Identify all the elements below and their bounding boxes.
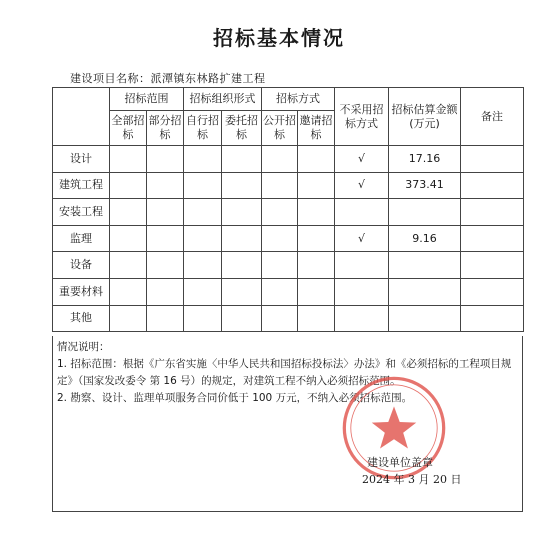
notes-title: 情况说明： <box>57 341 110 353</box>
row-not-adopted-check <box>335 278 389 305</box>
row-category: 其他 <box>53 305 110 332</box>
row-remark <box>461 172 524 199</box>
subheader-self: 自行招标 <box>184 111 222 146</box>
table-row <box>53 146 524 173</box>
row-amount: 17.16 <box>389 146 461 173</box>
header-row-1 <box>53 88 524 111</box>
row-remark <box>461 225 524 252</box>
signature-date: 2024 年 3 月 20 日 <box>362 473 462 486</box>
row-amount <box>389 305 461 332</box>
row-amount: 9.16 <box>389 225 461 252</box>
row-amount: 373.41 <box>389 172 461 199</box>
row-not-adopted-check <box>335 252 389 279</box>
header-not-adopted: 不采用招标方式 <box>335 88 389 146</box>
table-row <box>53 199 524 226</box>
subheader-entrusted: 委托招标 <box>222 111 262 146</box>
subheader-all: 全部招标 <box>110 111 147 146</box>
header-estimate: 招标估算金额(万元) <box>389 88 461 146</box>
row-category: 安装工程 <box>53 199 110 226</box>
project-name-line: 建设项目名称：派潭镇东林路扩建工程 <box>70 72 266 85</box>
row-category: 设备 <box>53 252 110 279</box>
header-organization: 招标组织形式 <box>184 88 262 111</box>
bidding-table <box>52 87 524 332</box>
header-method: 招标方式 <box>262 88 335 111</box>
row-not-adopted-check: √ <box>335 172 389 199</box>
row-amount <box>389 278 461 305</box>
row-remark <box>461 252 524 279</box>
row-category: 建筑工程 <box>53 172 110 199</box>
row-remark <box>461 146 524 173</box>
row-remark <box>461 278 524 305</box>
row-category: 监理 <box>53 225 110 252</box>
table-row <box>53 252 524 279</box>
row-not-adopted-check: √ <box>335 146 389 173</box>
subheader-open: 公开招标 <box>262 111 298 146</box>
notes-item-2: 2. 勘察、设计、监理单项服务合同价低于 100 万元，不纳入必须招标范围。 <box>57 392 413 404</box>
row-not-adopted-check <box>335 305 389 332</box>
notes-item-1: 1. 招标范围：根据《广东省实施〈中华人民共和国招标投标法〉办法》和《必须招标的工程项目规定》（国家发改委令 第 16 号）的规定，对建筑工程不纳入必须招标范围。 <box>57 358 512 387</box>
row-amount <box>389 252 461 279</box>
header-remark: 备注 <box>461 88 524 146</box>
row-remark <box>461 305 524 332</box>
subheader-invited: 邀请招标 <box>298 111 335 146</box>
row-category: 设计 <box>53 146 110 173</box>
header-scope: 招标范围 <box>110 88 184 111</box>
row-remark <box>461 199 524 226</box>
table-row <box>53 305 524 332</box>
signature-label: 建设单位盖章 <box>367 456 433 469</box>
table-row <box>53 172 524 199</box>
page-title: 招标基本情况 <box>213 26 345 50</box>
subheader-partial: 部分招标 <box>147 111 184 146</box>
corner-cell <box>53 88 110 146</box>
row-category: 重要材料 <box>53 278 110 305</box>
row-amount <box>389 199 461 226</box>
table-row <box>53 225 524 252</box>
row-not-adopted-check <box>335 199 389 226</box>
row-not-adopted-check: √ <box>335 225 389 252</box>
table-row <box>53 278 524 305</box>
